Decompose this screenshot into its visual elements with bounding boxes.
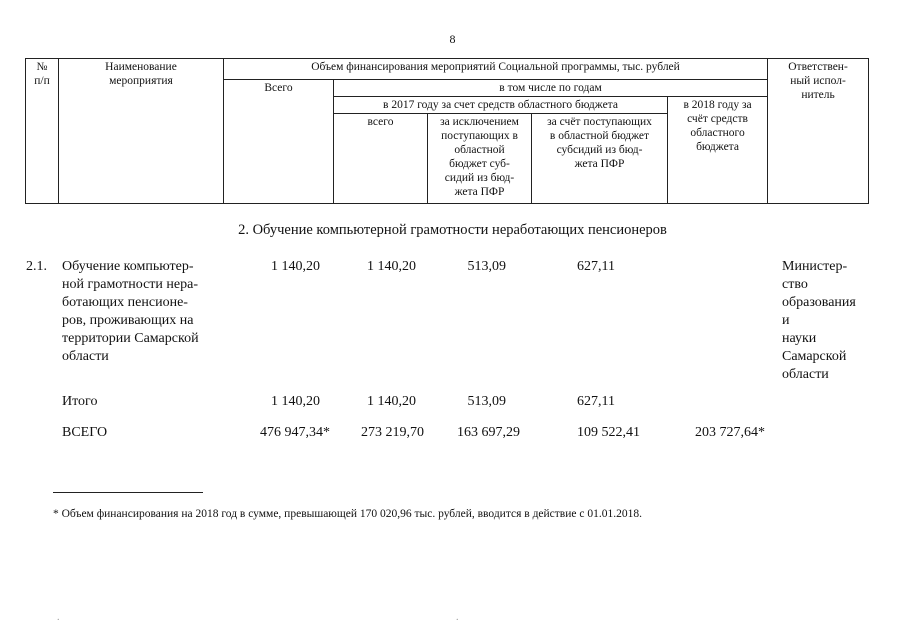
header-total: Всего (224, 80, 334, 204)
item-excluding-pfr: 513,09 (467, 259, 506, 274)
item-total-2017: 1 140,20 (367, 259, 416, 274)
item-name: Обучение компьютер- ной грамотности нера- ботающих пенсионе- ров, проживающих на территории Самарской области (62, 259, 199, 364)
footnote: * Объем финансирования на 2018 год в сумме, превышающей 170 020,96 тыс. рублей, вводится в действие с 01.01.2018. (53, 508, 642, 520)
section-title: 2. Обучение компьютерной грамотности неработающих пенсионеров (238, 222, 667, 238)
header-number: № п/п (26, 59, 59, 204)
itogo-total: 1 140,20 (271, 394, 320, 409)
item-total: 1 140,20 (271, 259, 320, 274)
itogo-pfr-subsidies: 627,11 (577, 394, 615, 409)
header-2018: в 2018 году за счёт средств областного бюджета (668, 97, 768, 204)
item-pfr-subsidies: 627,11 (577, 259, 615, 274)
itogo-total-2017: 1 140,20 (367, 394, 416, 409)
vsego-pfr-subsidies: 109 522,41 (577, 425, 640, 440)
itogo-excluding-pfr: 513,09 (467, 394, 506, 409)
scan-speck: . (456, 612, 459, 623)
header-responsible: Ответствен- ный испол- нитель (768, 59, 869, 204)
vsego-total: 476 947,34* (260, 425, 330, 440)
header-by-years: в том числе по годам (334, 80, 768, 97)
vsego-excluding-pfr: 163 697,29 (457, 425, 520, 440)
header-2017-excluding-pfr: за исключением поступающих в областной бюджет суб- сидий из бюд- жета ПФР (428, 114, 532, 204)
financing-table-header (25, 58, 869, 204)
header-2017-total: всего (334, 114, 428, 204)
header-2017-pfr-subsidies: за счёт поступающих в областной бюджет субсидий из бюд- жета ПФР (532, 114, 668, 204)
header-name: Наименование мероприятия (59, 59, 224, 204)
vsego-2018: 203 727,64* (695, 425, 765, 440)
footnote-rule (53, 492, 203, 493)
item-responsible: Министер- ство образования и науки Самарской области (782, 259, 856, 382)
page-number: 8 (449, 32, 456, 46)
header-financing: Объем финансирования мероприятий Социальной программы, тыс. рублей (224, 59, 768, 80)
scan-speck: . (57, 612, 60, 623)
vsego-total-2017: 273 219,70 (361, 425, 424, 440)
header-2017: в 2017 году за счет средств областного бюджета (334, 97, 668, 114)
item-number: 2.1. (26, 259, 47, 274)
itogo-label: Итого (62, 394, 98, 409)
vsego-label: ВСЕГО (62, 425, 108, 440)
